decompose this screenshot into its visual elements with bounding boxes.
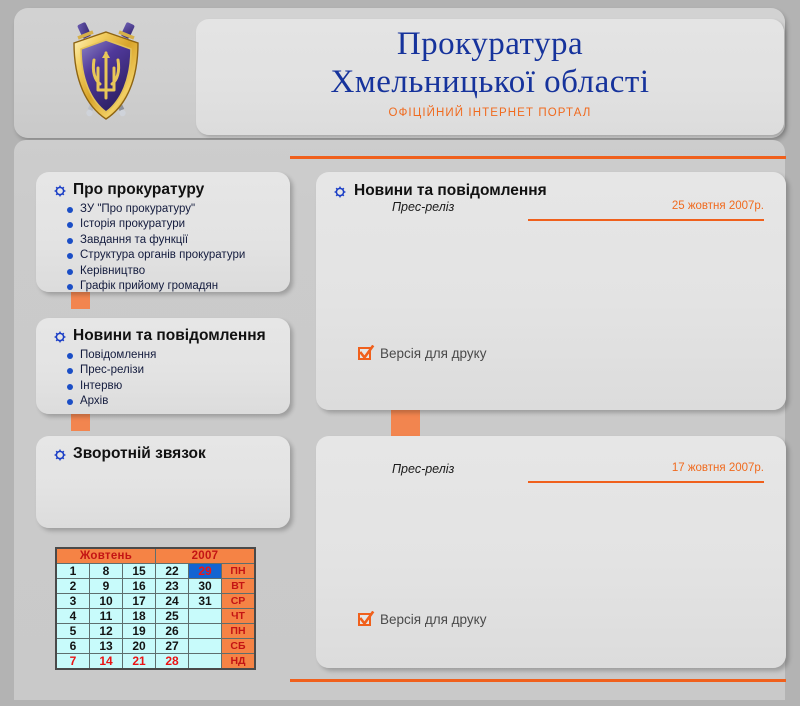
list-item[interactable] (80, 379, 290, 394)
list-item-label: Історія прокуратури (80, 218, 186, 231)
calendar-day[interactable]: 26 (156, 624, 189, 639)
list-item[interactable] (80, 248, 290, 263)
site-subtitle: ОФІЦІЙНИЙ ІНТЕРНЕТ ПОРТАЛ (388, 107, 592, 119)
list-item[interactable] (80, 233, 290, 248)
calendar-row (56, 609, 255, 624)
news-panel-primary (316, 172, 786, 410)
print-version-row[interactable] (316, 612, 786, 627)
bullet-icon (67, 353, 73, 359)
calendar-weekday-label: ЧТ (222, 609, 256, 624)
article-meta (316, 200, 786, 226)
gear-icon (54, 184, 66, 196)
sidebar-block-header[interactable] (36, 318, 290, 345)
calendar-row (56, 564, 255, 579)
calendar-day[interactable]: 19 (123, 624, 156, 639)
main-section-header (316, 172, 786, 200)
sidebar-block-title: Новини та повідомлення (73, 327, 266, 344)
calendar-day[interactable]: 21 (123, 654, 156, 670)
sidebar-block-header[interactable] (36, 436, 290, 463)
print-version-label: Версія для друку (380, 612, 487, 627)
list-item-label: Структура органів прокуратури (80, 249, 246, 262)
print-version-checkbox[interactable] (358, 613, 371, 626)
calendar-day[interactable]: 12 (90, 624, 123, 639)
calendar-day[interactable]: 15 (123, 564, 156, 579)
calendar-weekday-label: НД (222, 654, 256, 670)
emblem-container (28, 14, 183, 134)
calendar-day[interactable]: 8 (90, 564, 123, 579)
gear-icon (54, 448, 66, 460)
calendar-day[interactable]: 14 (90, 654, 123, 670)
article-date: 17 жовтня 2007р. (671, 462, 764, 474)
article-kind-label: Прес-реліз (392, 200, 455, 214)
calendar-row (56, 624, 255, 639)
list-item[interactable] (80, 264, 290, 279)
bullet-icon (67, 284, 73, 290)
calendar-row (56, 639, 255, 654)
calendar-row (56, 594, 255, 609)
list-item-label: Графік прийому громадян (80, 280, 219, 293)
list-item[interactable] (80, 279, 290, 294)
calendar-day[interactable]: 25 (156, 609, 189, 624)
sidebar-block-news (36, 318, 290, 414)
calendar-weekday-label: ПН (222, 624, 256, 639)
gear-icon (54, 330, 66, 342)
calendar-day[interactable]: 4 (56, 609, 90, 624)
list-item[interactable] (80, 348, 290, 363)
calendar-day[interactable]: 13 (90, 639, 123, 654)
sidebar-block-header[interactable] (36, 172, 290, 199)
calendar-day[interactable]: 18 (123, 609, 156, 624)
list-item-label: Керівництво (80, 264, 146, 277)
calendar-day[interactable]: 2 (56, 579, 90, 594)
calendar-widget[interactable] (55, 547, 256, 670)
panel-tab-connector (391, 405, 420, 439)
list-item-label: ЗУ "Про прокуратуру" (80, 203, 196, 215)
calendar-day[interactable]: 24 (156, 594, 189, 609)
article-kind-label: Прес-реліз (392, 462, 455, 476)
bullet-icon (67, 269, 73, 275)
sidebar-block-title: Зворотній звязок (73, 445, 206, 462)
calendar-header-row (56, 548, 255, 564)
list-item[interactable] (80, 363, 290, 378)
page-title-line-2: Хмельницької області (330, 64, 650, 100)
calendar-row (56, 654, 255, 670)
calendar-day[interactable]: 9 (90, 579, 123, 594)
list-item-label: Завдання та функції (80, 233, 189, 246)
calendar-day[interactable]: 10 (90, 594, 123, 609)
calendar-day[interactable]: 20 (123, 639, 156, 654)
sidebar-block-title: Про прокуратуру (73, 181, 205, 198)
calendar-weekday-label: ПН (222, 564, 256, 579)
article-divider (528, 219, 764, 221)
list-item[interactable] (80, 217, 290, 232)
list-item-label: Прес-релізи (80, 364, 145, 377)
bullet-icon (67, 399, 73, 405)
calendar-row (56, 579, 255, 594)
calendar-day[interactable]: 5 (56, 624, 90, 639)
list-item[interactable] (80, 202, 290, 217)
sidebar-block-feedback (36, 436, 290, 528)
calendar-day[interactable]: 27 (156, 639, 189, 654)
article-date: 25 жовтня 2007р. (671, 200, 764, 212)
title-panel (196, 19, 784, 135)
article-body (316, 488, 786, 596)
calendar-day[interactable]: 3 (56, 594, 90, 609)
list-item-label: Повідомлення (80, 349, 157, 361)
sidebar-list (36, 202, 290, 294)
gear-icon (334, 185, 346, 197)
page-title-line-1: Прокуратура (396, 26, 584, 62)
bullet-icon (67, 253, 73, 259)
print-version-checkbox[interactable] (358, 347, 371, 360)
calendar-day-today[interactable]: 29 (189, 564, 222, 579)
calendar-day[interactable]: 16 (123, 579, 156, 594)
article-meta (316, 462, 786, 488)
print-version-label: Версія для друку (380, 346, 487, 361)
print-version-row[interactable] (316, 346, 786, 361)
list-item[interactable] (80, 394, 290, 409)
calendar-month-label: Жовтень (56, 548, 156, 564)
content-bottom-rule (290, 679, 786, 682)
sidebar-block-about (36, 172, 290, 292)
page-title: Новини та повідомлення (354, 182, 547, 199)
bullet-icon (67, 368, 73, 374)
bullet-icon (67, 384, 73, 390)
sidebar-list (36, 348, 290, 410)
calendar-weekday-label: СБ (222, 639, 256, 654)
article-body (316, 226, 786, 326)
calendar-day[interactable]: 22 (156, 564, 189, 579)
site-header (14, 8, 785, 138)
calendar-day[interactable]: 17 (123, 594, 156, 609)
calendar-day[interactable]: 23 (156, 579, 189, 594)
calendar-day-empty (189, 609, 222, 624)
calendar-day-empty (189, 624, 222, 639)
calendar-weekday-label: СР (222, 594, 256, 609)
prosecutor-shield-emblem-icon (64, 18, 148, 130)
bullet-icon (67, 207, 73, 213)
calendar-day[interactable]: 6 (56, 639, 90, 654)
news-panel-secondary (316, 436, 786, 668)
article-divider (528, 481, 764, 483)
calendar-day[interactable]: 31 (189, 594, 222, 609)
calendar-day-empty (189, 654, 222, 670)
list-item-label: Архів (80, 395, 109, 408)
calendar-day[interactable]: 7 (56, 654, 90, 670)
calendar-day[interactable]: 1 (56, 564, 90, 579)
content-top-rule (290, 156, 786, 159)
bullet-icon (67, 238, 73, 244)
calendar-day[interactable]: 30 (189, 579, 222, 594)
calendar-day[interactable]: 28 (156, 654, 189, 670)
calendar-year-label: 2007 (156, 548, 256, 564)
calendar-day-empty (189, 639, 222, 654)
calendar-weekday-label: ВТ (222, 579, 256, 594)
calendar-day[interactable]: 11 (90, 609, 123, 624)
bullet-icon (67, 222, 73, 228)
list-item-label: Інтервю (80, 379, 123, 392)
